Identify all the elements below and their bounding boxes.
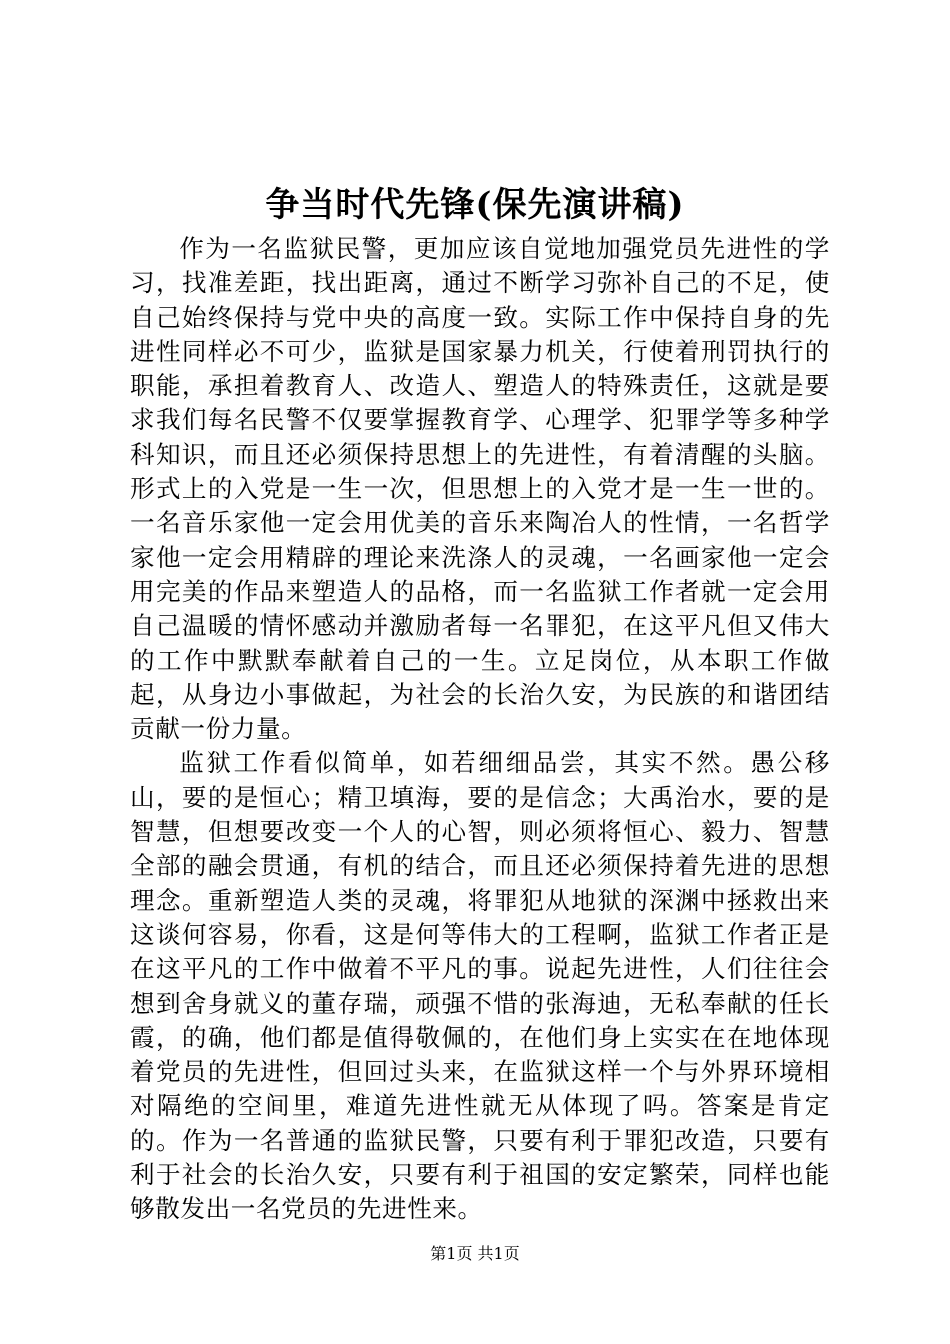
document-body — [130, 232, 830, 1227]
document-title: 争当时代先锋(保先演讲稿) — [265, 185, 685, 225]
paragraph-2: 监狱工作看似简单，如若细细品尝，其实不然。愚公移山，要的是恒心；精卫填海，要的是信念；大禹治水，要的是智慧，但想要改变一个人的心智，则必须将恒心、毅力、智慧全部的融会贯通，有机的结合，而且还必须保持着先进的思想理念。重新塑造人类的灵魂，将罪犯从地狱的深渊中拯救出来这谈何容易，你看，这是何等伟大的工程啊，监狱工作者正是在这平凡的工作中做着不平凡的事。说起先进性，人们往往会想到舍身就义的董存瑞，顽强不惜的张海迪，无私奉献的任长霞，的确，他们都是值得敬佩的，在他们身上实实在在地体现着党员的先进性，但回过头来，在监狱这样一个与外界环境相对隔绝的空间里，难道先进性就无从体现了吗。答案是肯定的。作为一名普通的监狱民警，只要有利于罪犯改造，只要有利于社会的长治久安，只要有利于祖国的安定繁荣，同样也能够散发出一名党员的先进性来。 — [130, 748, 830, 1224]
page-footer: 第1页 共1页 — [430, 1244, 520, 1263]
paragraph-1: 作为一名监狱民警，更加应该自觉地加强党员先进性的学习，找准差距，找出距离，通过不断学习弥补自己的不足，使自己始终保持与党中央的高度一致。实际工作中保持自身的先进性同样必不可少，监狱是国家暴力机关，行使着刑罚执行的职能，承担着教育人、改造人、塑造人的特殊责任，这就是要求我们每名民警不仅要掌握教育学、心理学、犯罪学等多种学科知识，而且还必须保持思想上的先进性，有着清醒的头脑。形式上的入党是一生一次，但思想上的入党才是一生一世的。一名音乐家他一定会用优美的音乐来陶冶人的性情，一名哲学家他一定会用精辟的理论来洗涤人的灵魂，一名画家他一定会用完美的作品来塑造人的品格，而一名监狱工作者就一定会用自己温暖的情怀感动并激励者每一名罪犯，在这平凡但又伟大的工作中默默奉献着自己的一生。立足岗位，从本职工作做起，从身边小事做起，为社会的长治久安，为民族的和谐团结贡献一份力量。 — [130, 234, 830, 744]
